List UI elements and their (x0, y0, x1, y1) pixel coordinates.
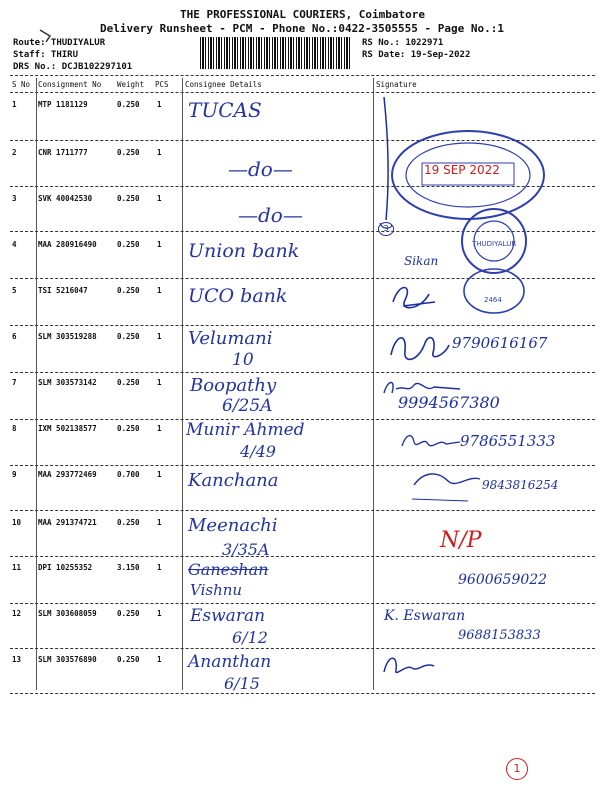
row-weight: 0.700 (117, 470, 140, 479)
row-divider (10, 603, 595, 604)
row-consignment: MTP 1181129 (38, 100, 88, 109)
header-divider (10, 75, 595, 76)
row-sno: 7 (12, 378, 17, 387)
row-sno: 6 (12, 332, 17, 341)
row-consignment: DPI 10255352 (38, 563, 93, 572)
row-weight: 0.250 (117, 655, 140, 664)
runsheet-title: Delivery Runsheet - PCM - Phone No.:0422-3505555 - Page No.:1 (100, 22, 504, 35)
col-consignment: Consignment No (38, 80, 102, 89)
signature-phone: 9994567380 (398, 393, 500, 412)
signature-scribble (380, 375, 470, 400)
row-consignment: MAA 291374721 (38, 518, 97, 527)
signature: K. Eswaran (384, 608, 466, 624)
consignee-name: Union bank (188, 240, 300, 262)
consignee-name: Kanchana (188, 470, 279, 491)
row-consignment: IXM 502138577 (38, 424, 97, 433)
row-consignment: MAA 280916490 (38, 240, 97, 249)
row-sno: 9 (12, 470, 17, 479)
row-sno: 1 (12, 100, 17, 109)
page-mark-circle: 1 (506, 758, 528, 780)
circled-number-mark: 3 (378, 222, 394, 236)
consignee-address: 3/35A (222, 540, 270, 559)
row-consignment: CNR 1711777 (38, 148, 88, 157)
row-sno: 8 (12, 424, 17, 433)
row-sno: 10 (12, 518, 22, 527)
consignee-name: Meenachi (188, 515, 278, 536)
row-pcs: 1 (157, 655, 162, 664)
column-header-divider (10, 92, 595, 93)
consignee-name-struck: Ganeshan (188, 560, 269, 579)
row-weight: 0.250 (117, 194, 140, 203)
signature-phone: 9786551333 (460, 432, 556, 450)
row-pcs: 1 (157, 240, 162, 249)
col-weight: Weight (117, 80, 145, 89)
not-present-mark: N/P (440, 528, 482, 553)
row-pcs: 1 (157, 286, 162, 295)
row-weight: 0.250 (117, 424, 140, 433)
signature-phone: 9688153833 (458, 628, 541, 643)
consignee-name: Vishnu (190, 581, 243, 599)
consignee-address: 4/49 (240, 442, 276, 461)
row-consignment: SLM 303576890 (38, 655, 97, 664)
row-divider (10, 556, 595, 557)
row-sno: 2 (12, 148, 17, 157)
row-pcs: 1 (157, 609, 162, 618)
route-label: Route: THUDIYALUR (13, 38, 106, 48)
consignee-ditto: —do— (228, 157, 293, 181)
row-consignment: SLM 303608059 (38, 609, 97, 618)
signature-scribble (380, 650, 440, 680)
consignee-name: Munir Ahmed (186, 420, 305, 440)
col-signature: Signature (376, 80, 417, 89)
row-sno: 12 (12, 609, 22, 618)
col-consignee: Consignee Details (185, 80, 262, 89)
row-consignment: SLM 303519288 (38, 332, 97, 341)
consignee-address: 6/15 (224, 674, 260, 693)
col-sno: S No (12, 80, 31, 89)
consignee-name: Ananthan (188, 652, 272, 672)
row-consignment: MAA 293772469 (38, 470, 97, 479)
signature-phone: 9600659022 (458, 572, 548, 588)
row-weight: 0.250 (117, 240, 140, 249)
signature-scribble (385, 325, 455, 370)
consignee-address: 6/25A (222, 396, 273, 416)
seal-bank-name: THUDIYALUR (472, 240, 517, 248)
consignee-name: Eswaran (190, 606, 266, 626)
row-divider (10, 325, 595, 326)
consignee-name: Velumani (188, 328, 273, 349)
staff-label: Staff: THIRU (13, 50, 79, 60)
company-title: THE PROFESSIONAL COURIERS, Coimbatore (180, 8, 426, 21)
kanchana-stamp-mark (408, 465, 488, 510)
row-divider (10, 510, 595, 511)
signature: Sikan (404, 254, 439, 268)
column-line (373, 78, 374, 690)
row-divider (10, 465, 595, 466)
row-consignment: SLM 303573142 (38, 378, 97, 387)
row-weight: 0.250 (117, 518, 140, 527)
row-divider (10, 372, 595, 373)
consignee-address: 6/12 (232, 628, 268, 647)
drs-number: DRS No.: DCJB102297101 (13, 62, 133, 72)
row-pcs: 1 (157, 194, 162, 203)
row-weight: 3.150 (117, 563, 140, 572)
row-pcs: 1 (157, 424, 162, 433)
consignee-name: TUCAS (188, 98, 262, 122)
consignee-address: 10 (232, 350, 254, 370)
column-line (36, 78, 37, 690)
row-consignment: TSI 5216047 (38, 286, 88, 295)
row-sno: 11 (12, 563, 22, 572)
row-pcs: 1 (157, 563, 162, 572)
row-weight: 0.250 (117, 148, 140, 157)
row-pcs: 1 (157, 378, 162, 387)
row-pcs: 1 (157, 470, 162, 479)
stamp-date: 19 SEP 2022 (424, 163, 500, 177)
row-sno: 13 (12, 655, 22, 664)
row-consignment: SVK 40042530 (38, 194, 93, 203)
row-divider (10, 648, 595, 649)
signature-scribble (385, 280, 445, 320)
row-weight: 0.250 (117, 286, 140, 295)
row-weight: 0.250 (117, 332, 140, 341)
row-pcs: 1 (157, 332, 162, 341)
rs-date: RS Date: 19-Sep-2022 (362, 50, 471, 60)
barcode (200, 37, 350, 69)
row-weight: 0.250 (117, 609, 140, 618)
seal-branch-code: 2464 (484, 296, 502, 304)
column-line (182, 78, 183, 690)
row-sno: 3 (12, 194, 17, 203)
rs-number: RS No.: 1022971 (362, 38, 444, 48)
row-weight: 0.250 (117, 378, 140, 387)
row-pcs: 1 (157, 100, 162, 109)
row-divider (10, 693, 595, 694)
row-sno: 5 (12, 286, 17, 295)
row-weight: 0.250 (117, 100, 140, 109)
row-pcs: 1 (157, 518, 162, 527)
row-pcs: 1 (157, 148, 162, 157)
consignee-name: UCO bank (188, 285, 288, 307)
col-pcs: PCS (155, 80, 169, 89)
signature-phone: 9790616167 (452, 334, 548, 352)
pen-tick-mark (38, 26, 58, 46)
consignee-ditto: —do— (238, 203, 303, 227)
signature-scribble (398, 428, 468, 453)
row-sno: 4 (12, 240, 17, 249)
signature-phone: 9843816254 (482, 478, 559, 492)
consignee-name: Boopathy (190, 375, 277, 396)
